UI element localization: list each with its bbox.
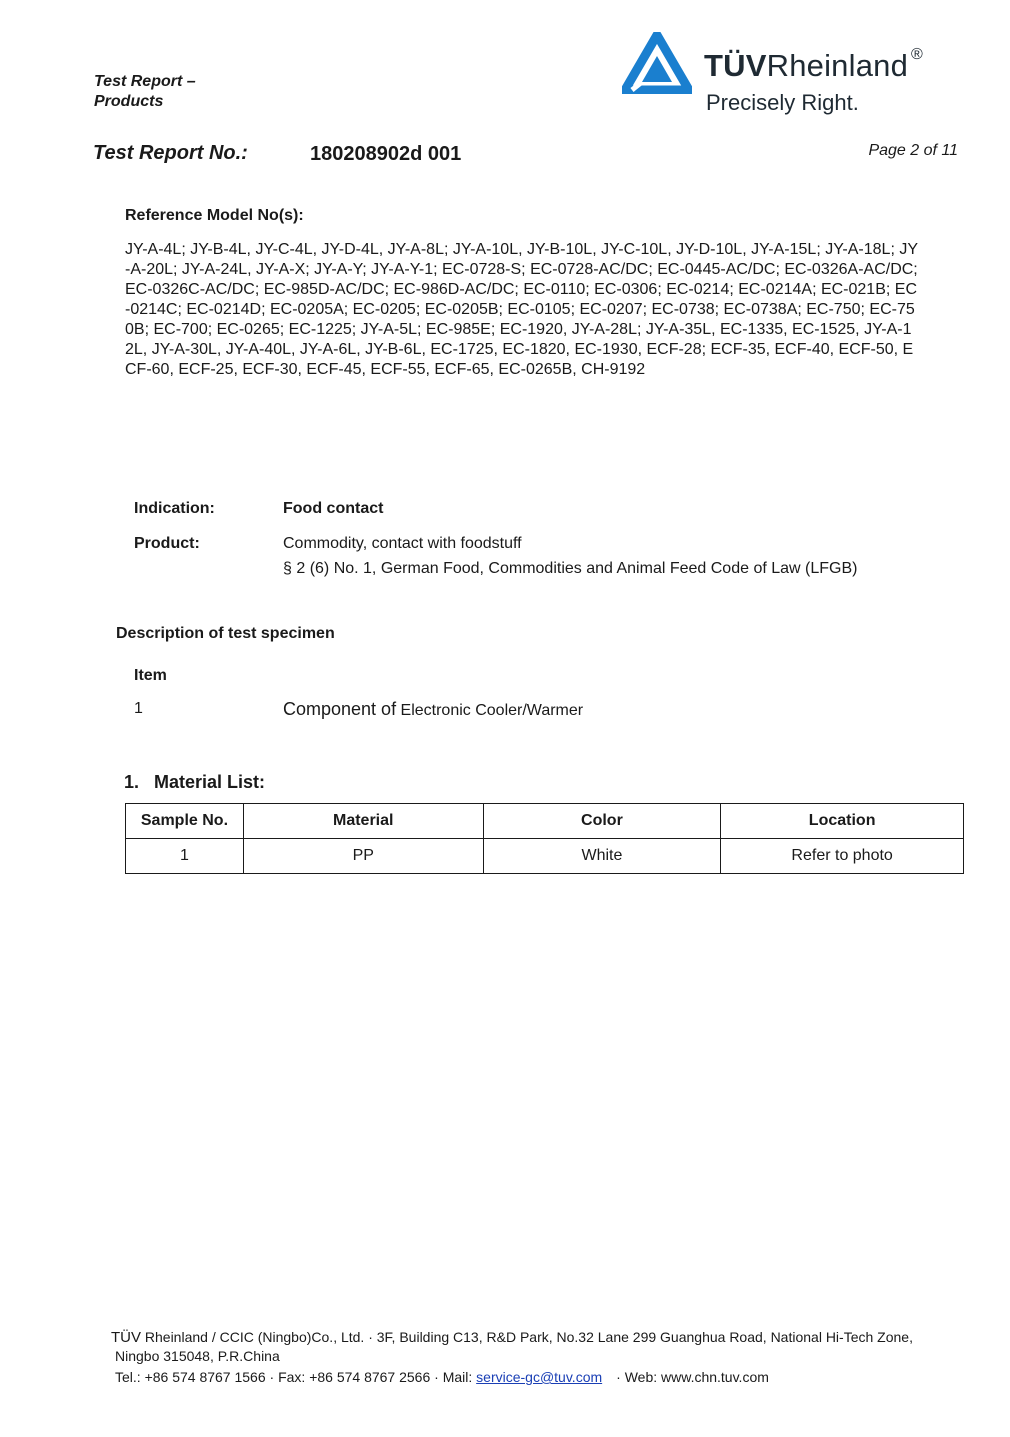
footer-tuv: TÜV [111,1329,141,1346]
column-header-color: Color [483,804,721,839]
specimen-title: Description of test specimen [116,625,335,642]
footer-address-line1 [111,1328,971,1347]
cell-location: Refer to photo [721,839,964,874]
item-description [283,699,583,720]
reference-models-title: Reference Model No(s): [125,207,304,224]
item-header: Item [134,667,167,684]
column-header-location: Location [721,804,964,839]
item-number: 1 [134,700,143,717]
material-list-heading: Material List: [154,772,266,792]
brand-suffix: Rheinland [766,48,909,83]
brand-name [704,45,924,84]
table-header-row [126,804,964,839]
page-number: Page 2 of 11 [868,142,958,159]
product-line1: Commodity, contact with foodstuff [283,535,522,552]
material-list-number: 1. [124,772,140,792]
footer-address-line2: Ningbo 315048, P.R.China [115,1348,280,1364]
tuv-triangle-logo-icon [622,32,692,94]
product-label: Product: [134,535,200,552]
brand-prefix: TÜV [704,48,767,83]
cell-material: PP [243,839,483,874]
column-header-material: Material [243,804,483,839]
table-row [126,839,964,874]
footer-phone-fax: Tel.: +86 574 8767 1566 · Fax: +86 574 8767 2566 · Mail: [115,1369,477,1385]
report-number: 180208902d 001 [310,143,462,165]
footer [111,1328,971,1386]
component-prefix: Component of [283,699,397,719]
indication-value: Food contact [283,500,384,517]
brand-tagline: Precisely Right. [706,90,859,115]
report-number-label: Test Report No.: [93,142,248,164]
footer-web: · Web: www.chn.tuv.com [616,1369,769,1385]
tuv-logo [620,30,960,120]
component-name: Electronic Cooler/Warmer [400,702,584,719]
footer-email-link[interactable]: service-gc@tuv.com [476,1369,603,1385]
cell-sample-no: 1 [126,839,244,874]
registered-mark: ® [911,45,924,63]
document-type [94,72,196,112]
reference-models-list: JY-A-4L; JY-B-4L, JY-C-4L, JY-D-4L, JY-A-8L; JY-A-10L, JY-B-10L, JY-C-10L, JY-D-10L, JY-A-15L; JY-A-18L; JY-A-20L; JY-A-24L, JY-A-X; JY-A-Y; JY-A-Y-1; EC-0728-S; EC-0728-AC/DC; EC-0445-AC/DC; EC-0326A-AC/DC; EC-0326C-AC/DC; EC-985D-AC/DC; EC-986D-AC/DC; EC-0110; EC-0306; EC-0214; EC-0214A; EC-021B; EC-0214C; EC-0214D; EC-0205A; EC-0205; EC-0205B; EC-0105; EC-0207; EC-0738; EC-0738A; EC-750; EC-750B; EC-700; EC-0265; EC-1225; JY-A-5L; EC-985E; EC-1920, JY-A-28L; JY-A-35L, EC-1335, EC-1525, JY-A-12L, JY-A-30L, JY-A-40L, JY-A-6L, JY-B-6L, EC-1725, EC-1820, EC-1930, ECF-28; ECF-35, ECF-40, ECF-50, ECF-60, ECF-25, ECF-30, ECF-45, ECF-55, ECF-65, EC-0265B, CH-9192 [125,241,918,378]
material-list-title [124,772,265,793]
document-type-line1: Test Report – [94,73,196,90]
footer-company: Rheinland / CCIC (Ningbo)Co., Ltd. · 3F, Building C13, R&D Park, No.32 Lane 299 Guanghua Road, National Hi-Tech Zone, [141,1329,913,1345]
column-header-sample-no: Sample No. [126,804,244,839]
cell-color: White [483,839,721,874]
footer-contact [111,1368,971,1386]
document-type-line2: Products [94,93,164,110]
material-list-table [125,803,964,874]
indication-label: Indication: [134,500,215,517]
product-line2: § 2 (6) No. 1, German Food, Commodities and Animal Feed Code of Law (LFGB) [283,560,858,577]
